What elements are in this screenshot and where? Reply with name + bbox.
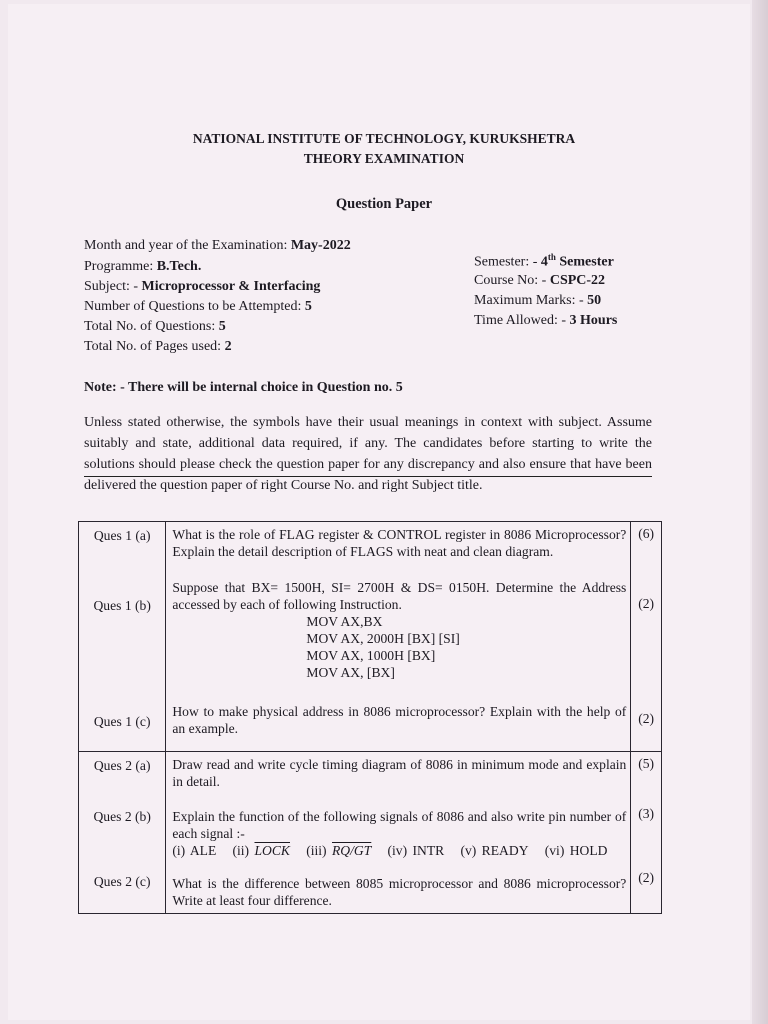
signal-lock: LOCK [254, 843, 290, 858]
meta-subject: Subject: - Microprocessor & Interfacing [84, 279, 321, 294]
signal-rqgt-prefix: (iii) [306, 843, 332, 858]
meta-total-pages: Total No. of Pages used: 2 [84, 339, 232, 354]
meta-semester: Semester: - 4th Semester [474, 252, 614, 270]
q1a-marks: (6) [638, 526, 655, 541]
q1c-text: How to make physical address in 8086 microprocessor? Explain with the help of an example. [172, 704, 627, 736]
meta-questions-attempted: Number of Questions to be Attempted: 5 [84, 299, 312, 314]
q2c-label: Ques 2 (c) [93, 874, 151, 889]
q1b-text: Suppose that BX= 1500H, SI= 2700H & DS= 0150H. Determine the Address accessed by each of following Instruction. [172, 580, 627, 612]
q2b-signals [172, 842, 626, 859]
internal-choice-note: Note: - There will be internal choice in Question no. 5 [84, 380, 403, 395]
meta-time: Time Allowed: - 3 Hours [474, 313, 618, 328]
q2b-marks: (3) [638, 806, 655, 821]
q1c-marks: (2) [638, 711, 655, 726]
meta-programme: Programme: B.Tech. [84, 259, 202, 274]
q1b-instruction-4: MOV AX, [BX] [306, 665, 395, 680]
signal-lock-prefix: (ii) [232, 843, 255, 858]
q2a-label: Ques 2 (a) [93, 758, 151, 773]
question-labels [79, 752, 166, 914]
signal-intr: (iv) INTR [387, 843, 445, 858]
q1b-marks: (2) [638, 596, 655, 611]
question-marks [631, 752, 662, 914]
q2b-label: Ques 2 (b) [93, 809, 151, 824]
question-group-2 [79, 752, 662, 914]
question-texts [166, 752, 631, 914]
signal-rqgt: RQ/GT [332, 843, 372, 858]
q1b-instructions [172, 613, 626, 681]
q1a-text: What is the role of FLAG register & CONTROL register in 8086 Microprocessor? Explain the detail description of FLAGS with neat and clean diagram. [172, 527, 627, 559]
q2c-text: What is the difference between 8085 microprocessor and 8086 microprocessor? Write at least four difference. [172, 876, 627, 908]
questions-table [78, 521, 662, 914]
q1a-label: Ques 1 (a) [93, 528, 151, 543]
exam-title: THEORY EXAMINATION [303, 151, 465, 166]
q1b-instruction-1: MOV AX,BX [306, 614, 383, 629]
instructions-underline [84, 476, 652, 477]
meta-max-marks: Maximum Marks: - 50 [474, 293, 602, 308]
meta-total-questions: Total No. of Questions: 5 [84, 319, 226, 334]
q1c-label: Ques 1 (c) [93, 714, 151, 729]
meta-course: Course No: - CSPC-22 [474, 273, 606, 288]
question-group-1 [79, 522, 662, 752]
question-labels [79, 522, 166, 752]
q2c-marks: (2) [638, 870, 655, 885]
instructions-text: Unless stated otherwise, the symbols have their usual meanings in context with subject. Assume suitably and state, additional data required, if any. The candidates before starting to write the solutions should please check the question paper for any discrepancy and also ensure that have been delivered the question paper of right Course No. and right Subject title. [84, 415, 652, 493]
meta-exam-date: Month and year of the Examination: May-2022 [84, 238, 351, 253]
q2b-text: Explain the function of the following signals of 8086 and also write pin number of each signal :- [172, 809, 627, 841]
question-texts [166, 522, 631, 752]
q1b-label: Ques 1 (b) [93, 598, 151, 613]
signal-hold: (vi) HOLD [544, 843, 608, 858]
signal-ale: (i) ALE [172, 843, 217, 858]
signal-ready: (v) READY [460, 843, 529, 858]
paper-title: Question Paper [335, 196, 433, 212]
question-marks [631, 522, 662, 752]
q2a-text: Draw read and write cycle timing diagram of 8086 in minimum mode and explain in detail. [172, 757, 627, 789]
q2a-marks: (5) [638, 756, 655, 771]
q1b-instruction-2: MOV AX, 2000H [BX] [SI] [306, 631, 460, 646]
q1b-instruction-3: MOV AX, 1000H [BX] [306, 648, 436, 663]
institute-title: NATIONAL INSTITUTE OF TECHNOLOGY, KURUKSHETRA [192, 131, 576, 146]
